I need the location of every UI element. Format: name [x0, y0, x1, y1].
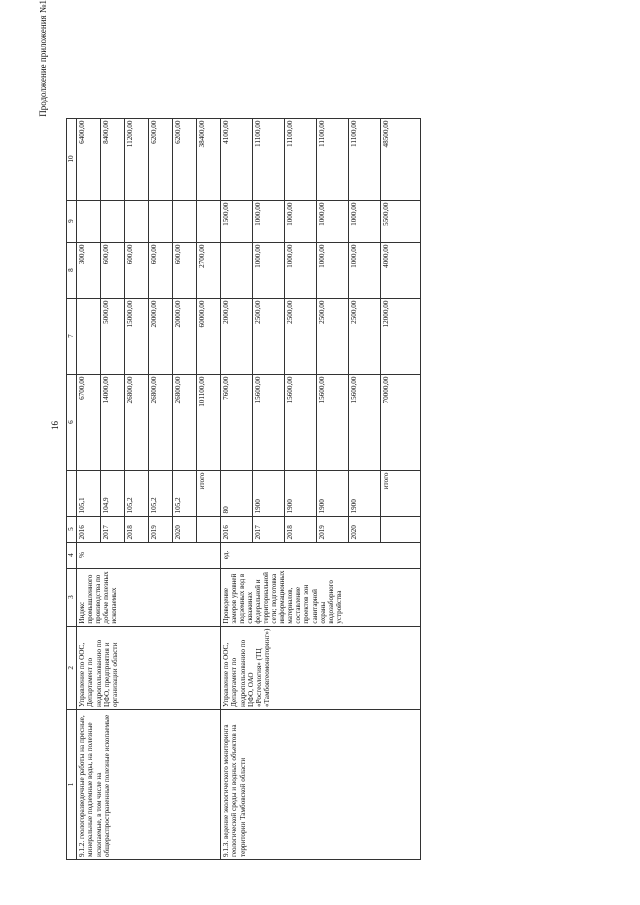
reg-cell	[221, 242, 253, 298]
colnum	[67, 470, 77, 516]
reg-cell: 600,00	[125, 242, 149, 298]
itogo-label: итого	[381, 470, 421, 516]
total-cell: 26800,00	[125, 374, 149, 470]
reg-cell: 1000,00	[317, 242, 349, 298]
executor-cell: Управление по ООС, Департамент по недропользованию по ЦФО, ОАО «Росгеология» (ТЦ «Тамбовгеомониторинг»)	[221, 626, 421, 709]
indicator-cell: Проведение замеров уровней подземных вод в скважинах федеральной и территориальной сети; подготовка информационных материалов, составление проектов зон санитарной охраны водозаборного устройства	[221, 568, 421, 626]
loc-cell: 1000,00	[349, 200, 381, 242]
reg-cell: 600,00	[173, 242, 197, 298]
fed-cell	[77, 298, 101, 374]
ext-cell: 6200,00	[173, 118, 197, 200]
colnum: 8	[67, 242, 77, 298]
year-cell: 2019	[317, 516, 349, 542]
unit-cell: ед.	[221, 542, 421, 568]
ext-cell: 11100,00	[253, 118, 285, 200]
table-row	[221, 118, 253, 859]
fed-cell: 2500,00	[253, 298, 285, 374]
program-table	[66, 118, 421, 860]
plan-cell: 1900	[285, 470, 317, 516]
loc-cell	[101, 200, 125, 242]
total-cell: 26800,00	[149, 374, 173, 470]
colnum: 2	[67, 626, 77, 709]
reg-cell: 1000,00	[285, 242, 317, 298]
year-cell: 2018	[125, 516, 149, 542]
fed-cell: 2000,00	[221, 298, 253, 374]
appendix-title: Продолжение приложения №1	[38, 0, 48, 117]
page-number: 16	[50, 421, 60, 430]
ext-cell: 11100,00	[317, 118, 349, 200]
plan-cell: 105,2	[125, 470, 149, 516]
total-cell: 14000,00	[101, 374, 125, 470]
colnum: 6	[67, 374, 77, 470]
measure-cell: 9.1.3. ведение экологического мониторинга геологической среды и водных объектов на территории Тамбовской области	[221, 710, 421, 860]
colnum: 1	[67, 710, 77, 860]
ext-cell: 8400,00	[101, 118, 125, 200]
plan-cell: 1900	[253, 470, 285, 516]
year-cell	[381, 516, 421, 542]
loc-cell: 1500,00	[221, 200, 253, 242]
year-cell: 2017	[101, 516, 125, 542]
total-cell: 70000,00	[381, 374, 421, 470]
loc-cell	[125, 200, 149, 242]
ext-cell: 4100,00	[221, 118, 253, 200]
colnum: 5	[67, 516, 77, 542]
colnum: 4	[67, 542, 77, 568]
fed-cell: 20000,00	[149, 298, 173, 374]
reg-cell: 2700,00	[197, 242, 221, 298]
ext-cell: 11100,00	[349, 118, 381, 200]
loc-cell: 1000,00	[285, 200, 317, 242]
year-cell: 2016	[77, 516, 101, 542]
fed-cell: 5000,00	[101, 298, 125, 374]
colnum: 9	[67, 200, 77, 242]
ext-cell: 11100,00	[285, 118, 317, 200]
plan-cell: 105,2	[149, 470, 173, 516]
reg-cell: 600,00	[149, 242, 173, 298]
plan-cell: 1900	[349, 470, 381, 516]
table-row	[77, 118, 101, 859]
colnum: 10	[67, 118, 77, 200]
fed-cell: 15000,00	[125, 298, 149, 374]
fed-cell: 12000,00	[381, 298, 421, 374]
year-cell: 2019	[149, 516, 173, 542]
ext-cell: 38400,00	[197, 118, 221, 200]
fed-cell: 2500,00	[349, 298, 381, 374]
year-cell: 2018	[285, 516, 317, 542]
loc-cell: 5500,00	[381, 200, 421, 242]
loc-cell	[197, 200, 221, 242]
fed-cell: 20000,00	[173, 298, 197, 374]
total-cell: 15600,00	[349, 374, 381, 470]
total-cell: 6700,00	[77, 374, 101, 470]
total-cell: 7600,00	[221, 374, 253, 470]
loc-cell	[173, 200, 197, 242]
ext-cell: 11200,00	[125, 118, 149, 200]
plan-cell: 105,2	[173, 470, 197, 516]
plan-cell: 104,9	[101, 470, 125, 516]
reg-cell: 4000,00	[381, 242, 421, 298]
loc-cell	[149, 200, 173, 242]
total-cell: 15600,00	[317, 374, 349, 470]
plan-cell: 80	[221, 470, 253, 516]
column-numbers-row	[67, 118, 77, 859]
fed-cell: 2500,00	[285, 298, 317, 374]
total-cell: 15600,00	[285, 374, 317, 470]
year-cell: 2020	[173, 516, 197, 542]
itogo-label: итого	[197, 470, 221, 516]
reg-cell: 600,00	[101, 242, 125, 298]
loc-cell	[77, 200, 101, 242]
unit-cell: %	[77, 542, 221, 568]
ext-cell: 6400,00	[77, 118, 101, 200]
ext-cell: 48500,00	[381, 118, 421, 200]
total-cell: 26800,00	[173, 374, 197, 470]
reg-cell: 1000,00	[349, 242, 381, 298]
colnum: 7	[67, 298, 77, 374]
reg-cell: 300,00	[77, 242, 101, 298]
measure-cell: 9.1.2. геологоразведочные работы на пресные, минеральные подземные воды, на полезные ископаемые, в том числе на общераспространенные полезные ископаемые	[77, 710, 221, 860]
total-cell: 15600,00	[253, 374, 285, 470]
fed-cell: 2500,00	[317, 298, 349, 374]
reg-cell: 1000,00	[253, 242, 285, 298]
year-cell	[197, 516, 221, 542]
plan-cell: 105,1	[77, 470, 101, 516]
loc-cell: 1000,00	[253, 200, 285, 242]
total-cell: 101100,00	[197, 374, 221, 470]
ext-cell: 6200,00	[149, 118, 173, 200]
indicator-cell: Индекс промышленного производства по добыче полезных ископаемых	[77, 568, 221, 626]
executor-cell: Управление по ООС, Департамент по недропользованию по ЦФО, предприятия и организации области	[77, 626, 221, 709]
plan-cell: 1900	[317, 470, 349, 516]
colnum: 3	[67, 568, 77, 626]
year-cell: 2017	[253, 516, 285, 542]
rotated-sheet	[34, 0, 594, 860]
year-cell: 2016	[221, 516, 253, 542]
year-cell: 2020	[349, 516, 381, 542]
fed-cell: 60000,00	[197, 298, 221, 374]
loc-cell: 1000,00	[317, 200, 349, 242]
